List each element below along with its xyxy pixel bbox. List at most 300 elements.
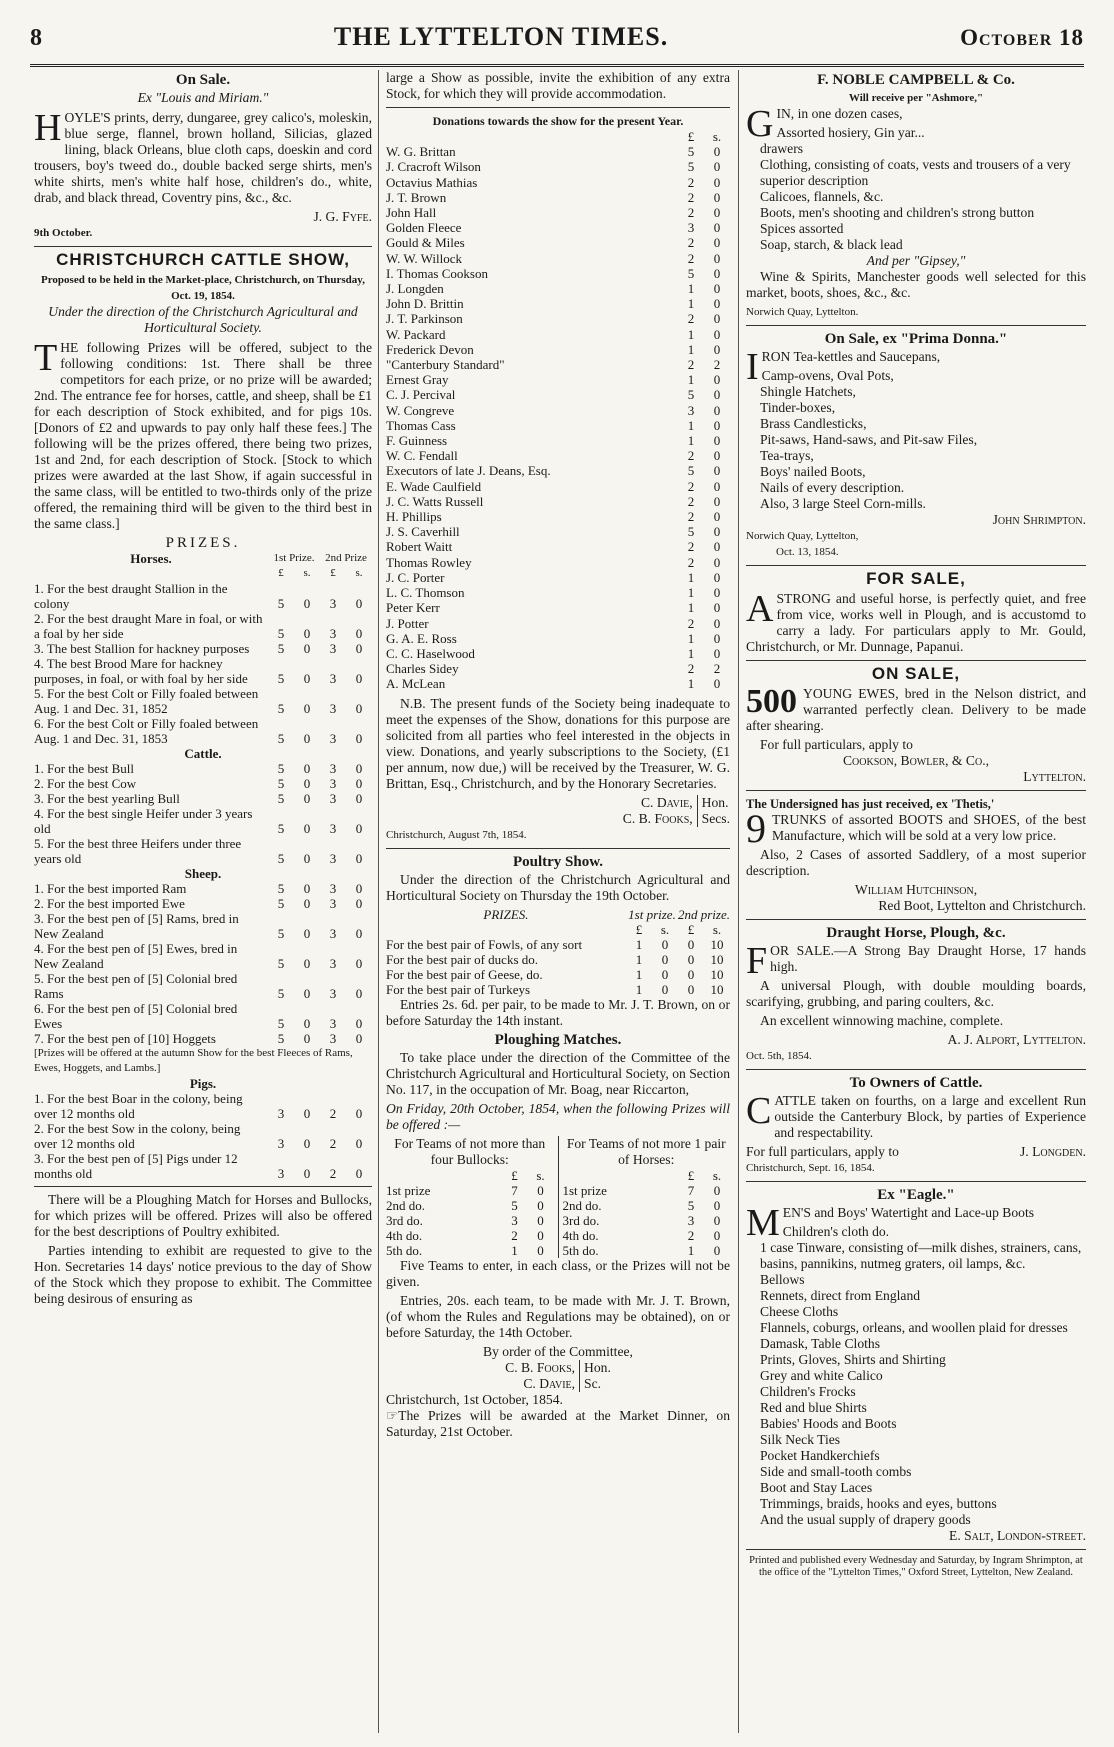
first-prize-pounds: 3	[277, 1136, 285, 1151]
donor-name: Thomas Cass	[386, 417, 456, 433]
donor-name: A. McLean	[386, 676, 446, 692]
continued-text: large a Show as possible, invite the exhibition of any extra Stock, for which they will provide accommodation.	[386, 70, 730, 101]
amount-shillings: 0	[713, 478, 721, 494]
table-row	[386, 220, 730, 235]
cattle-show-subheading: Proposed to be held in the Market-place, Christchurch, on Thursday, Oct. 19, 1854.	[41, 274, 365, 302]
plough-footnote: ☞The Prizes will be awarded at the Market Dinner, on Saturday, 21st October.	[386, 1407, 730, 1439]
second-prize-shillings: 0	[355, 1016, 363, 1031]
second-prize-pounds: 3	[329, 701, 337, 716]
amount-shillings: 0	[713, 645, 721, 661]
donor-name: Ernest Gray	[386, 372, 449, 388]
prize-row	[34, 1151, 372, 1181]
second-prize-pounds: 3	[329, 1016, 337, 1031]
second-prize-pounds: 2	[329, 1166, 337, 1181]
prize-row	[34, 686, 372, 716]
amount-shillings: 0	[713, 159, 721, 175]
amount-pounds: 2	[687, 311, 695, 327]
secretary-name: C. B. Fooks,	[622, 810, 693, 826]
amount-shillings: 0	[713, 144, 721, 160]
prize-row	[34, 971, 372, 1001]
secretaries-block	[386, 795, 730, 827]
divider	[746, 660, 1086, 661]
ad-gipsey: And per "Gipsey,"	[866, 253, 966, 268]
ad-heading: On Sale.	[175, 72, 231, 88]
prize-row	[386, 952, 730, 967]
first-prize-shillings: 0	[303, 896, 311, 911]
donor-name: "Canterbury Standard"	[386, 357, 505, 373]
divider	[34, 1186, 372, 1187]
prize-row	[34, 656, 372, 686]
page-number: 8	[30, 25, 42, 51]
second-prize-shillings: 0	[355, 701, 363, 716]
amount-pounds: 2	[687, 493, 695, 509]
amount-pounds: 2	[687, 205, 695, 221]
second-prize-shillings: 0	[355, 881, 363, 896]
second-prize-shillings: 0	[355, 731, 363, 746]
first-prize-pounds: 1	[635, 936, 643, 952]
second-prize-shillings: 0	[355, 1031, 363, 1046]
prize-description: 2. For the best draught Mare in foal, or with a foal by her side	[34, 611, 263, 641]
donor-name: J. Cracroft Wilson	[386, 159, 481, 175]
first-prize-pounds: 5	[277, 986, 285, 1001]
amount-shillings: 0	[713, 509, 721, 525]
ad-signature: E. Salt, London-street.	[949, 1528, 1086, 1543]
second-prize-pounds: 0	[687, 966, 695, 982]
amount-pounds: 1	[687, 433, 695, 449]
amount-pounds: 2	[687, 661, 695, 677]
ad-signature: John Shrimpton.	[992, 512, 1086, 527]
table-row	[386, 175, 730, 190]
amount-pounds: 2	[687, 357, 695, 373]
amount-shillings: 0	[713, 630, 721, 646]
second-prize-pounds: 3	[329, 731, 337, 746]
poultry-heading: Poultry Show.	[512, 853, 603, 870]
amount-pounds: 1	[687, 1242, 695, 1258]
prize-row	[34, 581, 372, 611]
table-row	[386, 600, 730, 615]
divider	[34, 246, 372, 247]
ad-heading: Ex "Eagle."	[877, 1187, 955, 1203]
poultry-entries: Entries 2s. 6d. per pair, to be made to Mr. J. T. Brown, on or before Saturday the 14th instant.	[386, 996, 730, 1028]
second-prize-shillings: 0	[355, 821, 363, 836]
table-row	[386, 418, 730, 433]
second-prize-pounds: 3	[329, 986, 337, 1001]
table-row	[563, 1213, 731, 1228]
plough-signatures	[386, 1360, 730, 1392]
amount-pounds: 3	[687, 402, 695, 418]
place-label: 1st prize	[386, 1182, 431, 1198]
ad-body: HOYLE'S prints, derry, dungaree, grey calico's, moleskin, blue serge, flannel, brown holland, Silicias, glazed lining, black Orleans, blue cloth caps, doeskin and cord trousers, boy's tweed do., double backed serge shirts, men's white shirts, men's white half hose, children's do., white, drab, and black thread, Coventry pins, &c., &c.	[34, 107, 372, 205]
second-prize-pounds: 3	[329, 881, 337, 896]
prize-row	[34, 776, 372, 791]
table-row	[563, 1198, 731, 1213]
exhibitor-notice: Parties intending to exhibit are requested to give to the Hon. Secretaries 14 days' notice previous to the day of Show of the Stock which they propose to exhibit. The Committee being desirous of ensuring as	[34, 1243, 372, 1306]
amount-shillings: 0	[713, 174, 721, 190]
ad-address: Red Boot, Lyttelton and Christchurch.	[878, 898, 1086, 913]
column-2	[386, 70, 730, 1733]
ad-also: Also, 2 Cases of assorted Saddlery, of a most superior description.	[746, 847, 1086, 878]
ad-subheading: Will receive per "Ashmore,"	[848, 92, 984, 104]
second-prize-shillings: 0	[355, 1106, 363, 1121]
list-item: Assorted hosiery, Gin yar...	[776, 125, 925, 140]
prize-description: 3. The best Stallion for hackney purposes	[34, 641, 250, 656]
first-prize-shillings: 0	[661, 951, 669, 967]
table-row	[386, 403, 730, 418]
plough-heading: Ploughing Matches.	[494, 1031, 622, 1048]
table-row	[386, 144, 730, 159]
amount-shillings: 0	[537, 1212, 544, 1228]
prize-description: 1. For the best draught Stallion in the colony	[34, 581, 228, 611]
first-prize-pounds: 5	[277, 671, 285, 686]
ad-item-list	[746, 368, 1086, 512]
donor-name: J. C. Watts Russell	[386, 493, 484, 509]
table-row	[386, 524, 730, 539]
amount-shillings: 0	[713, 387, 721, 403]
amount-pounds: 1	[687, 372, 695, 388]
amount-pounds: 2	[687, 615, 695, 631]
list-item: Rennets, direct from England	[760, 1288, 921, 1303]
ad-item-list	[746, 125, 1086, 253]
secretary-name: C. Davie,	[523, 1375, 576, 1391]
ad-heading: F. NOBLE CAMPBELL & Co.	[817, 72, 1015, 88]
divider	[746, 325, 1086, 326]
list-item: Tinder-boxes,	[760, 400, 836, 415]
ad-body-2: A universal Plough, with double moulding boards, scarifying, grubbing, and paring coulters, &c.	[746, 978, 1086, 1009]
amount-shillings: 0	[713, 1227, 721, 1243]
amount-pounds: 7	[687, 1182, 695, 1198]
ad-noble-campbell	[746, 72, 1086, 320]
pounds-label: £	[635, 921, 643, 937]
table-row	[386, 631, 730, 646]
second-prize-shillings: 0	[355, 626, 363, 641]
amount-pounds: 1	[687, 417, 695, 433]
amount-pounds: 3	[687, 220, 695, 236]
second-prize-pounds: 3	[329, 641, 337, 656]
ad-first-line: IRON Tea-kettles and Saucepans,	[746, 346, 941, 388]
amount-shillings: 0	[713, 311, 721, 327]
amount-shillings: 0	[537, 1242, 544, 1258]
shillings-label: s.	[712, 129, 722, 144]
first-prize-shillings: 0	[303, 821, 311, 836]
divider	[386, 848, 730, 849]
prize-description: 2. For the best Cow	[34, 776, 137, 791]
prize-description: 6. For the best Colt or Filly foaled between Aug. 1 and Dec. 31, 1853	[34, 716, 259, 746]
first-prize-pounds: 5	[277, 596, 285, 611]
amount-shillings: 0	[537, 1182, 544, 1198]
divider	[746, 1069, 1086, 1070]
first-prize-shillings: 0	[661, 981, 669, 997]
second-prize-pounds: 3	[329, 926, 337, 941]
first-prize-pounds: 5	[277, 881, 285, 896]
donor-name: W. Congreve	[386, 402, 455, 418]
second-prize-shillings: 0	[355, 791, 363, 806]
prize-description: 4. For the best single Heifer under 3 years old	[34, 806, 253, 836]
divider	[746, 565, 1086, 566]
hon-label: Hon.	[584, 1359, 611, 1375]
list-item: Babies' Hoods and Boots	[760, 1416, 897, 1431]
prize-row	[34, 1001, 372, 1031]
ad-date: Oct. 5th, 1854.	[746, 1050, 812, 1062]
amount-pounds: 2	[687, 509, 695, 525]
donor-name: W. Packard	[386, 326, 446, 342]
divider	[746, 1549, 1086, 1550]
amount-shillings: 0	[713, 220, 721, 236]
first-prize-pounds: 5	[277, 791, 285, 806]
divider	[746, 919, 1086, 920]
first-prize-header: 1st Prize.	[273, 552, 315, 564]
table-row	[386, 433, 730, 448]
amount-pounds: 5	[687, 1197, 695, 1213]
secretary-name: C. B. Fooks,	[505, 1359, 576, 1375]
plough-order: By order of the Committee,	[483, 1343, 633, 1359]
ad-address: Norwich Quay, Lyttelton.	[746, 306, 859, 318]
donor-name: John Hall	[386, 205, 437, 221]
amount-shillings: 0	[713, 1197, 721, 1213]
first-prize-pounds: 5	[277, 896, 285, 911]
donor-name: H. Phillips	[386, 509, 442, 525]
amount-pounds: 1	[687, 341, 695, 357]
ploughing-notice: There will be a Ploughing Match for Horses and Bullocks, for which prizes will be offered. Prizes will also be offered for the best descriptions of Poultry exhibited.	[34, 1192, 372, 1239]
sec-label: Sc.	[584, 1375, 602, 1391]
table-row	[386, 448, 730, 463]
amount-shillings: 0	[713, 372, 721, 388]
table-row	[386, 539, 730, 554]
prize-description: 5. For the best pen of [5] Colonial bred Rams	[34, 971, 238, 1001]
second-prize-pounds: 3	[329, 791, 337, 806]
first-prize-shillings: 0	[303, 881, 311, 896]
amount-shillings: 0	[713, 1242, 721, 1258]
cattle-show-body: THE following Prizes will be offered, subject to the following conditions: 1st. There shall be three competitors for each prize, or no prize will be awarded; 2nd. The entrance fee for horses, cattle, and sheep, shall be £1 for each description of Stock exhibited, and for pigs 10s. [Donors of £2 and upwards to pay only half these fees.] The following will be the prizes offered, there being two prizes, 1st and 2nd, for each description of Stock. [Stock to which prizes were awarded at the last Show, if again successful in the same class, will be entitled to two-thirds only of the prize offered, the remaining third will be given to the third best in the same class.]	[34, 337, 372, 531]
table-row	[386, 372, 730, 387]
prize-description: For the best pair of Turkeys	[386, 981, 531, 997]
second-prize-pounds: 0	[687, 936, 695, 952]
amount-pounds: 3	[511, 1212, 518, 1228]
amount-shillings: 0	[713, 615, 721, 631]
poultry-table	[386, 907, 730, 997]
column-rule	[738, 70, 739, 1733]
first-prize-pounds: 5	[277, 1031, 285, 1046]
ad-signature: Cookson, Bowler, & Co.,	[842, 753, 989, 768]
prize-description: 2. For the best Sow in the colony, being over 12 months old	[34, 1121, 241, 1151]
donor-name: C. J. Percival	[386, 387, 456, 403]
first-prize-pounds: 1	[635, 981, 643, 997]
amount-pounds: 2	[687, 174, 695, 190]
table-row	[386, 570, 730, 585]
table-row	[386, 646, 730, 661]
table-row	[386, 342, 730, 357]
ad-signature: William Hutchinson,	[854, 882, 978, 897]
second-prize-shillings: 0	[355, 956, 363, 971]
ad-signature: J. G. Fyfe.	[313, 209, 372, 224]
table-row	[386, 190, 730, 205]
list-item: Spices assorted	[760, 221, 844, 236]
amount-shillings: 0	[713, 296, 721, 312]
amount-shillings: 0	[713, 569, 721, 585]
prize-description: 7. For the best pen of [10] Hoggets	[34, 1031, 216, 1046]
donor-name: W. C. Fendall	[386, 448, 458, 464]
donor-name: Peter Kerr	[386, 600, 440, 616]
amount-shillings: 0	[713, 433, 721, 449]
ad-apply: For full particulars, apply to	[746, 1144, 899, 1159]
amount-shillings: 0	[713, 281, 721, 297]
amount-shillings: 0	[713, 448, 721, 464]
amount-pounds: 2	[687, 189, 695, 205]
first-prize-pounds: 1	[635, 966, 643, 982]
first-prize-pounds: 5	[277, 641, 285, 656]
ad-heading: The Undersigned has just received, ex 'Thetis,'	[746, 797, 995, 811]
amount-pounds: 1	[687, 569, 695, 585]
second-prize-pounds: 0	[687, 951, 695, 967]
amount-shillings: 0	[713, 417, 721, 433]
second-prize-pounds: 3	[329, 896, 337, 911]
prize-description: For the best pair of Geese, do.	[386, 966, 543, 982]
donor-name: Octavius Mathias	[386, 174, 478, 190]
amount-shillings: 2	[713, 357, 721, 373]
shillings-label: s.	[355, 567, 363, 579]
table-row	[386, 1213, 554, 1228]
ploughing-matches	[386, 1032, 730, 1440]
donor-name: Executors of late J. Deans, Esq.	[386, 463, 551, 479]
amount-pounds: 1	[687, 676, 695, 692]
prize-table	[34, 551, 372, 1181]
table-row	[563, 1183, 731, 1198]
imprint: Printed and published every Wednesday and Saturday, by Ingram Shrimpton, at the office of the "Lyttelton Times," Oxford Street, Lyttelton, New Zealand.	[749, 1555, 1083, 1578]
newspaper-title: THE LYTTELTON TIMES.	[333, 22, 669, 51]
pounds-label: £	[330, 567, 336, 579]
second-prize-shillings: 0	[355, 926, 363, 941]
secs-label: Secs.	[701, 810, 730, 826]
plough-body: To take place under the direction of the Committee of the Christchurch Agricultural and Horticultural Society, on Section No. 117, in the occupation of Mr. Boag, near Riccarton,	[386, 1049, 730, 1097]
list-item: drawers	[760, 141, 804, 156]
place-label: 4th do.	[562, 1227, 599, 1243]
donor-name: W. W. Willock	[386, 250, 463, 266]
prize-description: 2. For the best imported Ewe	[34, 896, 185, 911]
ad-first-line: MEN'S and Boys' Watertight and Lace-up Boots	[746, 1202, 1035, 1244]
amount-pounds: 5	[687, 524, 695, 540]
list-item: 1 case Tinware, consisting of—milk dishes, strainers, cans, basins, pannikins, nutmeg graters, oil lamps, &c.	[760, 1240, 1082, 1271]
prize-row	[34, 836, 372, 866]
place-label: 4th do.	[386, 1227, 423, 1243]
second-prize-shillings: 0	[355, 596, 363, 611]
poultry-first-label: 1st prize.	[628, 906, 676, 922]
amount-pounds: 1	[687, 326, 695, 342]
table-row	[386, 159, 730, 174]
donor-name: Thomas Rowley	[386, 554, 472, 570]
ad-body: 500 YOUNG EWES, bred in the Nelson district, and warranted perfectly clean. Delivery to be made after shearing.	[746, 683, 1086, 733]
list-item: Clothing, consisting of coats, vests and trousers of a very superior description	[760, 157, 1071, 188]
prize-row	[34, 881, 372, 896]
second-prize-pounds: 3	[329, 821, 337, 836]
donor-name: John D. Brittin	[386, 296, 464, 312]
second-prize-pounds: 0	[687, 981, 695, 997]
pigs-heading: Pigs.	[189, 1076, 217, 1091]
donor-name: Gould & Miles	[386, 235, 465, 251]
second-prize-pounds: 3	[329, 761, 337, 776]
first-prize-shillings: 0	[303, 641, 311, 656]
table-row	[386, 1198, 554, 1213]
prize-description: 1. For the best Bull	[34, 761, 135, 776]
first-prize-shillings: 0	[661, 936, 669, 952]
amount-shillings: 0	[713, 326, 721, 342]
sheep-note: [Prizes will be offered at the autumn Show for the best Fleeces of Rams, Ewes, Hoggets, and Lambs.]	[34, 1047, 353, 1074]
second-prize-pounds: 2	[329, 1136, 337, 1151]
table-row	[386, 1183, 554, 1198]
amount-pounds: 2	[687, 539, 695, 555]
donor-name: G. A. E. Ross	[386, 630, 457, 646]
table-row	[386, 1228, 554, 1243]
table-row	[386, 327, 730, 342]
masthead	[30, 22, 1084, 67]
list-item: Calicoes, flannels, &c.	[760, 189, 884, 204]
second-prize-pounds: 3	[329, 671, 337, 686]
poultry-body: Under the direction of the Christchurch Agricultural and Horticultural Society on Thursday the 19th October.	[386, 871, 730, 903]
first-prize-shillings: 0	[303, 761, 311, 776]
table-row	[386, 676, 730, 691]
second-prize-shillings: 0	[355, 671, 363, 686]
prize-description: 5. For the best Colt or Filly foaled between Aug. 1 and Dec. 31, 1852	[34, 686, 259, 716]
ad-body: 9 TRUNKS of assorted BOOTS and SHOES, of the best Manufacture, which will be sold at a very low price.	[746, 806, 1086, 851]
horse-teams-heading: For Teams of not more 1 pair of Horses:	[566, 1135, 726, 1167]
cattle-show-notice	[34, 252, 372, 1307]
donor-name: Golden Fleece	[386, 220, 462, 236]
table-row	[563, 1228, 731, 1243]
ad-thetis	[746, 796, 1086, 914]
poultry-prizes-label: PRIZES.	[483, 906, 529, 922]
table-row	[386, 235, 730, 250]
list-item: Tea-trays,	[760, 448, 814, 463]
amount-shillings: 0	[713, 600, 721, 616]
amount-shillings: 0	[713, 524, 721, 540]
amount-pounds: 1	[687, 645, 695, 661]
amount-shillings: 0	[537, 1197, 544, 1213]
donor-name: J. Potter	[386, 615, 429, 631]
hon-label: Hon.	[701, 794, 729, 810]
amount-pounds: 5	[687, 144, 695, 160]
shillings-label: s.	[536, 1167, 545, 1183]
table-row	[386, 205, 730, 220]
plough-prize-tables	[386, 1136, 730, 1258]
amount-shillings: 0	[713, 463, 721, 479]
amount-shillings: 0	[713, 554, 721, 570]
donor-name: C. C. Haselwood	[386, 645, 475, 661]
ad-signature: A. J. Alport, Lyttelton.	[947, 1032, 1086, 1047]
ad-body: ASTRONG and useful horse, is perfectly quiet, and free from vice, works well in Plough, and is accustomd to carry a lady. For particulars apply to Mr. Gould, Christchurch, or Mr. Dunnage, Papanui.	[746, 588, 1086, 654]
list-item: Nails of every description.	[760, 480, 905, 495]
amount-pounds: 2	[687, 448, 695, 464]
amount-shillings: 0	[713, 539, 721, 555]
amount-shillings: 0	[713, 676, 721, 692]
second-prize-shillings: 10	[710, 951, 724, 967]
plough-five-teams: Five Teams to enter, in each class, or the Prizes will not be given.	[386, 1257, 730, 1289]
sheep-heading: Sheep.	[184, 866, 222, 881]
prize-description: 3. For the best pen of [5] Pigs under 12 months old	[34, 1151, 238, 1181]
first-prize-shillings: 0	[303, 596, 311, 611]
shillings-label: s.	[660, 921, 670, 937]
second-prize-shillings: 0	[355, 776, 363, 791]
ad-date: 9th October.	[34, 227, 93, 239]
second-prize-shillings: 0	[355, 1136, 363, 1151]
prize-description: For the best pair of ducks do.	[386, 951, 539, 967]
ad-horse-for-sale	[746, 571, 1086, 655]
list-item: Boots, men's shooting and children's strong button	[760, 205, 1035, 220]
donor-name: W. G. Brittan	[386, 144, 456, 160]
second-prize-shillings: 0	[355, 986, 363, 1001]
prize-row	[34, 641, 372, 656]
amount-shillings: 0	[713, 205, 721, 221]
first-prize-shillings: 0	[303, 956, 311, 971]
pounds-label: £	[687, 1167, 695, 1183]
prize-row	[34, 806, 372, 836]
